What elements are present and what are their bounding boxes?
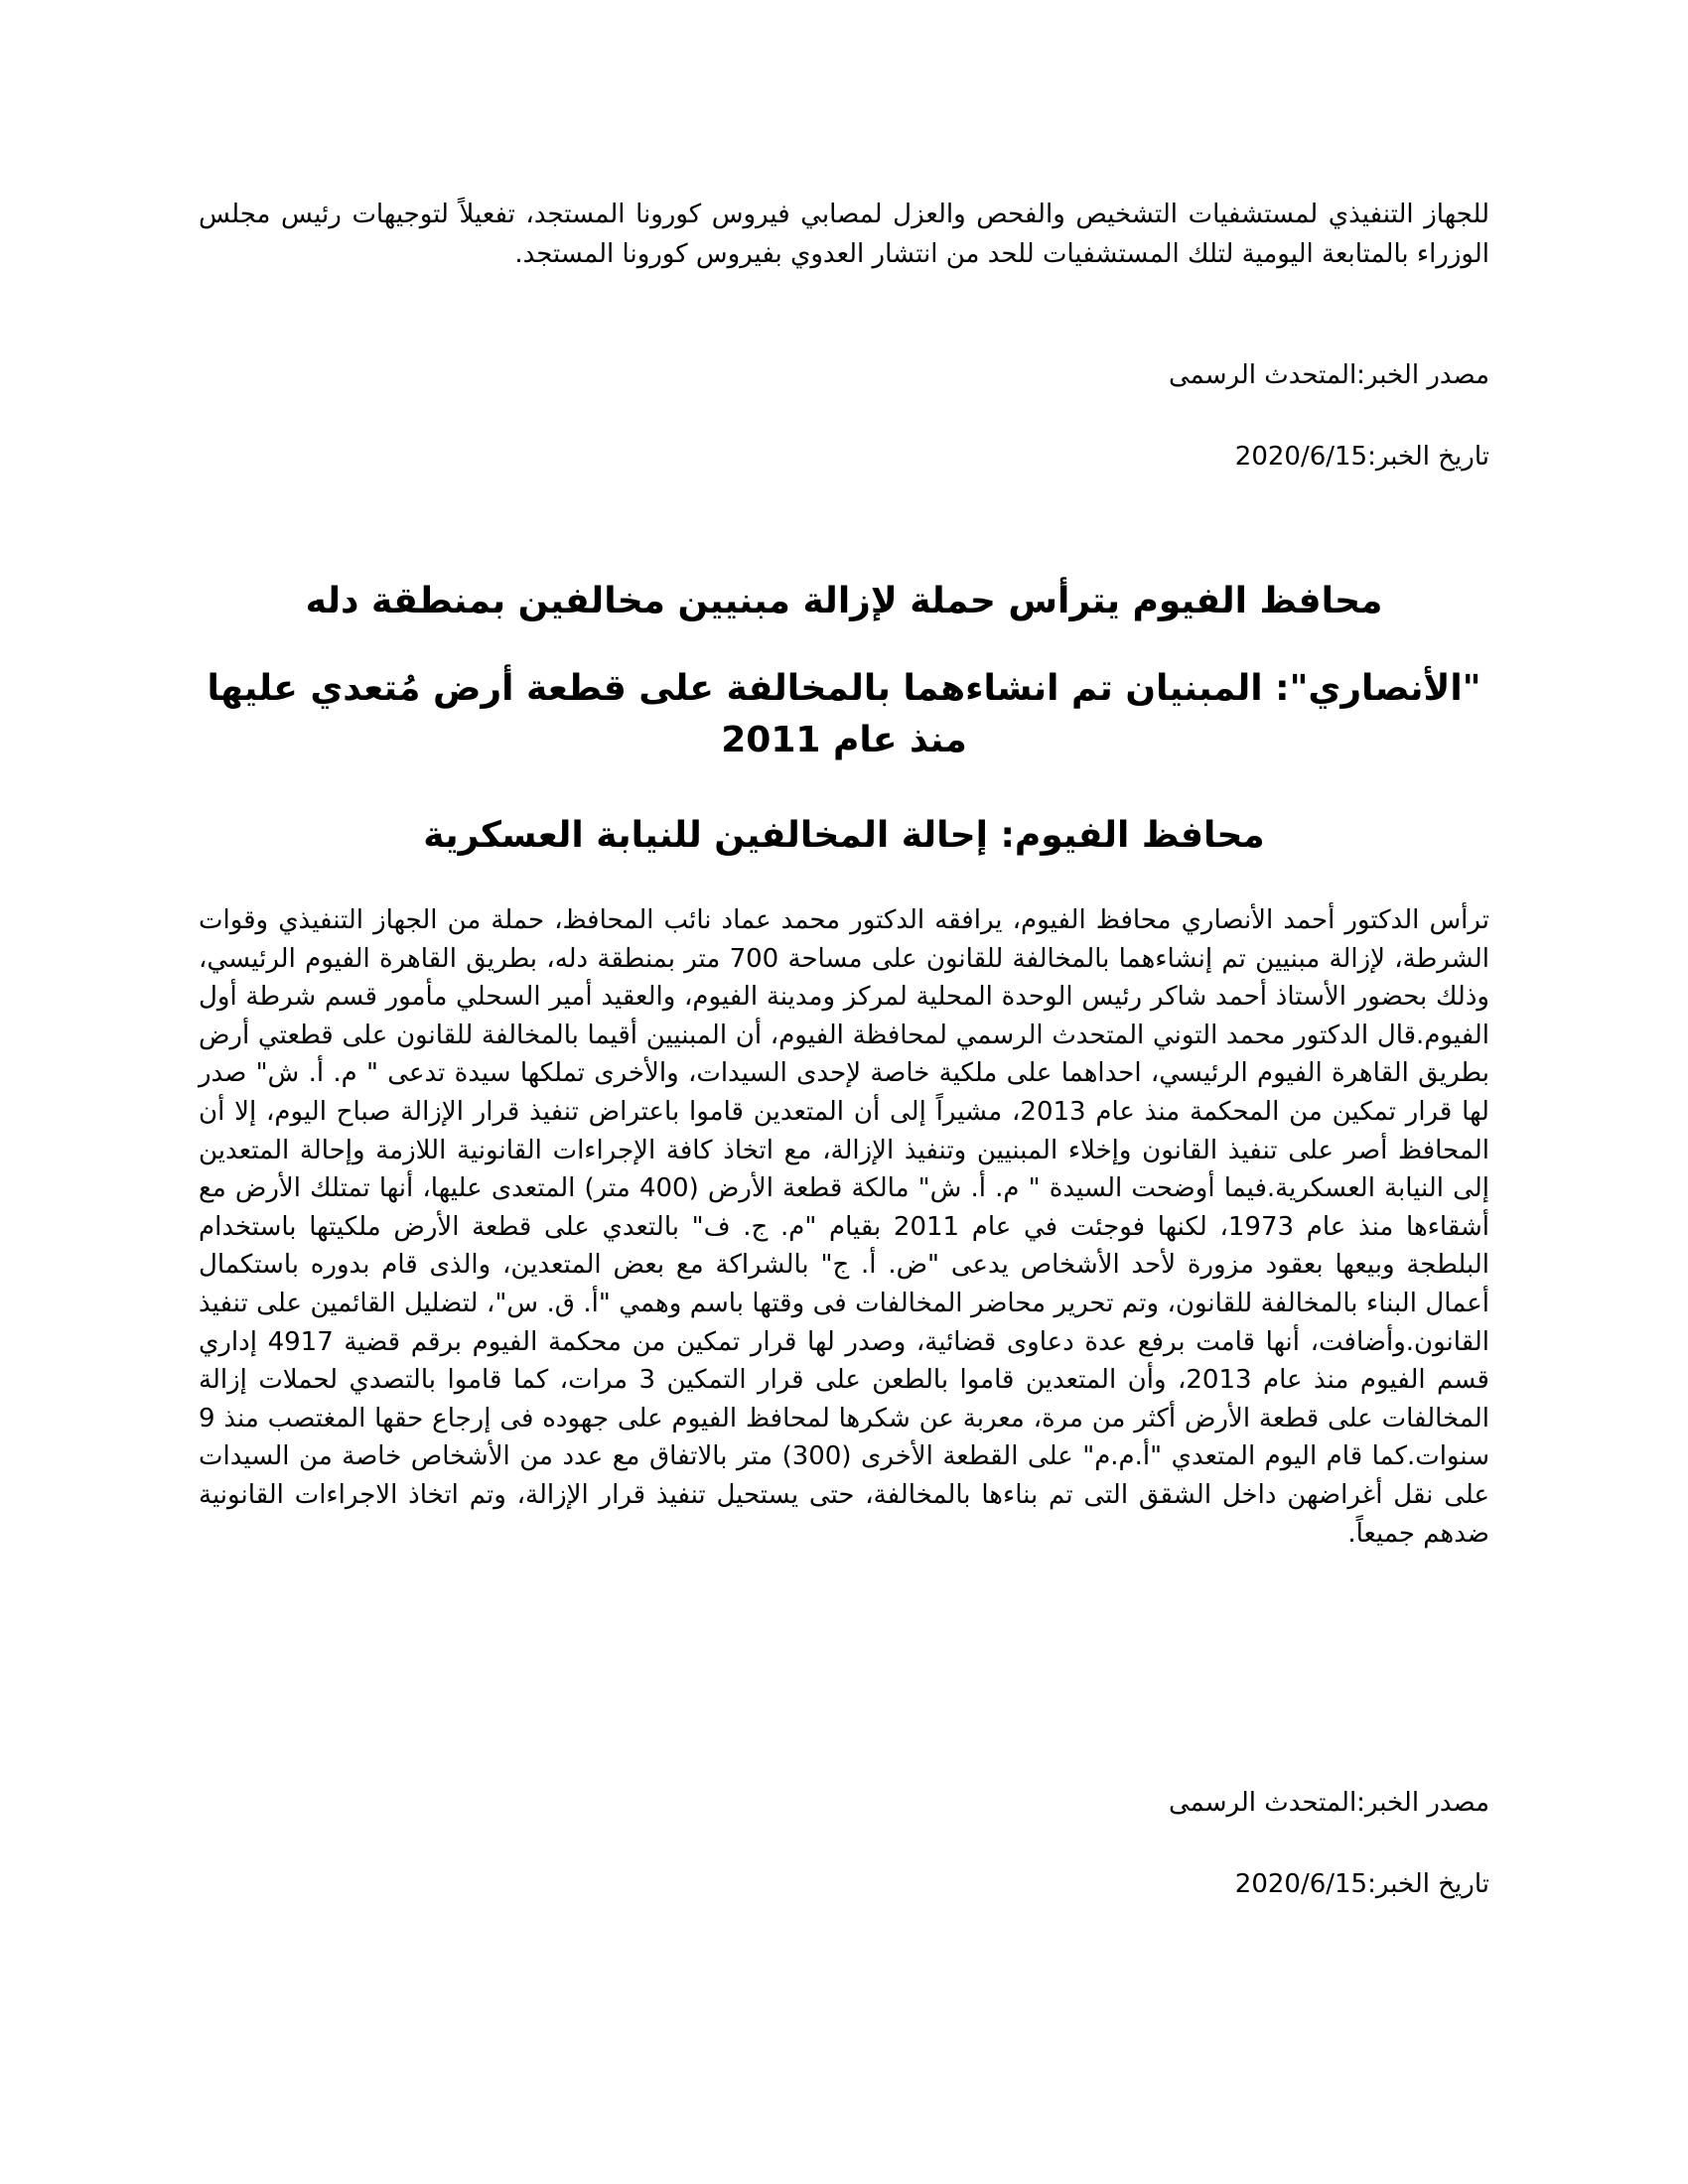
- news-date-top: تاريخ الخبر:2020/6/15: [1234, 442, 1489, 472]
- article-headline-tertiary: محافظ الفيوم: إحالة المخالفين للنيابة العسكرية: [423, 815, 1265, 856]
- news-source-top: مصدر الخبر:المتحدث الرسمى: [1169, 360, 1489, 390]
- news-source-bottom: مصدر الخبر:المتحدث الرسمى: [1169, 1788, 1489, 1818]
- article-body: ترأس الدكتور أحمد الأنصاري محافظ الفيوم، يرافقه الدكتور محمد عماد نائب المحافظ، حملة من الجهاز التنفيذي وقوات الشرطة، لإزالة مبنيين تم إنشاءهما بالمخالفة للقانون على مساحة 700 متر بمنطقة دله، بطريق القاهرة الفيوم الرئيسي، وذلك بحضور الأستاذ أحمد شاكر رئيس الوحدة المحلية لمركز ومدينة الفيوم، والعقيد أمير السحلي مأمور قسم شرطة أول الفيوم.قال الدكتور محمد التوني المتحدث الرسمي لمحافظة الفيوم، أن المبنيين أقيما بالمخالفة للقانون على قطعتي أرض بطريق القاهرة الفيوم الرئيسي، احداهما على ملكية خاصة لإحدى السيدات، والأخرى تملكها سيدة تدعى " م. أ. ش" صدر لها قرار تمكين من المحكمة منذ عام 2013، مشيراً إلى أن المتعدين قاموا باعتراض تنفيذ قرار الإزالة صباح اليوم، إلا أن المحافظ أصر على تنفيذ القانون وإخلاء المبنيين وتنفيذ الإزالة، مع اتخاذ كافة الإجراءات القانونية اللازمة وإحالة المتعدين إلى النيابة العسكرية.فيما أوضحت السيدة " م. أ. ش" مالكة قطعة الأرض (400 متر) المتعدى عليها، أنها تمتلك الأرض مع أشقاءها منذ عام 1973، لكنها فوجئت في عام 2011 بقيام "م. ج. ف" بالتعدي على قطعة الأرض ملكيتها باستخدام البلطجة وبيعها بعقود مزورة لأحد الأشخاص يدعى "ض. أ. ج" بالشراكة مع بعض المتعدين، والذى قام بدوره باستكمال أعمال البناء بالمخالفة للقانون، وتم تحرير محاضر المخالفات فى وقتها باسم وهمي "أ. ق. س"، لتضليل القائمين على تنفيذ القانون.وأضافت، أنها قامت برفع عدة دعاوى قضائية، وصدر لها قرار تمكين من محكمة الفيوم برقم قضية 4917 إداري قسم الفيوم منذ عام 2013، وأن المتعدين قاموا بالطعن على قرار التمكين 3 مرات، كما قاموا بالتصدي لحملات إزالة المخالفات على قطعة الأرض أكثر من مرة، معربة عن شكرها لمحافظ الفيوم على جهوده فى إرجاع حقها المغتصب منذ 9 سنوات.كما قام اليوم المتعدي "أ.م.م" على القطعة الأخرى (300) متر بالاتفاق مع عدد من الأشخاص خاصة من السيدات على نقل أغراضهن داخل الشقق التى تم بناءها بالمخالفة، حتى يستحيل تنفيذ قرار الإزالة، وتم اتخاذ الاجراءات القانونية ضدهم جميعاً.: [199, 905, 1489, 1549]
- intro-paragraph: للجهاز التنفيذي لمستشفيات التشخيص والفحص والعزل لمصابي فيروس كورونا المستجد، تفعيلاً لتوجيهات رئيس مجلس الوزراء بالمتابعة اليومية لتلك المستشفيات للحد من انتشار العدوي بفيروس كورونا المستجد.: [199, 200, 1489, 269]
- article-headline-main: محافظ الفيوم يترأس حملة لإزالة مبنيين مخالفين بمنطقة دله: [305, 581, 1383, 621]
- news-date-bottom: تاريخ الخبر:2020/6/15: [1234, 1869, 1489, 1899]
- article-headline-secondary: "الأنصاري": المبنيان تم انشاءهما بالمخالفة على قطعة أرض مُتعدي عليها منذ عام 2011: [207, 668, 1481, 760]
